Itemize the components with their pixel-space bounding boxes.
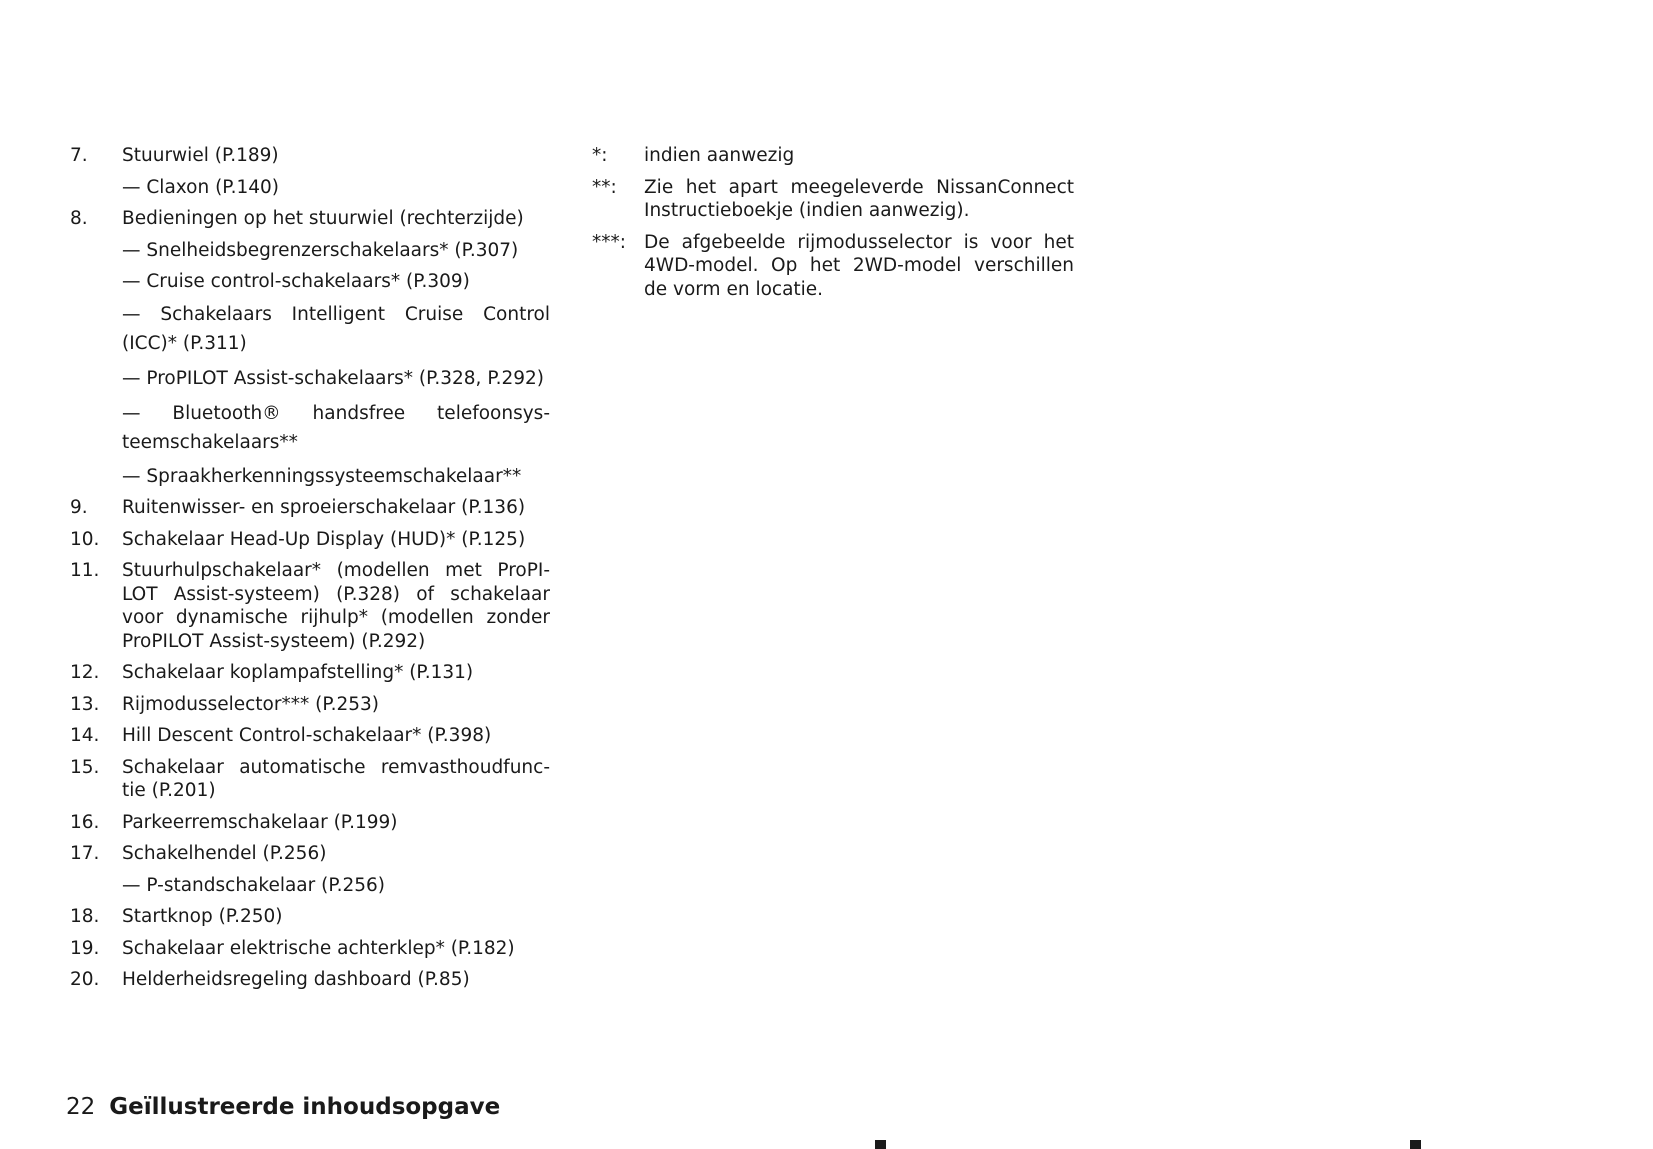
item-number: 12. [70,662,100,683]
item-number: 11. [70,560,100,581]
list-item [70,842,550,866]
list-item [70,496,550,520]
sub-item-text: — Schakelaars Intelligent Cruise Control (ICC)* (P.311) [122,300,550,358]
item-number: 14. [70,725,100,746]
item-number: 8. [70,208,88,229]
footnotes [592,144,1074,309]
sub-item [70,300,550,358]
item-number: 20. [70,969,100,990]
item-text: Schakelhendel (P.256) [122,843,327,864]
sub-item [70,239,550,263]
footnote [592,144,1074,168]
item-text: Bedieningen op het stuurwiel (rechterzijde) [122,208,524,229]
footnote-mark: *: [592,145,608,166]
crop-mark [1410,1140,1421,1149]
list-item [70,905,550,929]
list-item [70,661,550,685]
footnote [592,231,1074,302]
item-text: Schakelaar elektrische achterklep* (P.182) [122,937,515,959]
item-text: Stuurhulpschakelaar* (modellen met ProPI-LOT Assist-systeem) (P.328) of schakelaar voor dynamische rijhulp* (modellen zonder ProPILOT Assist-systeem) (P.292) [122,560,550,652]
item-number: 9. [70,497,88,518]
item-text: Helderheidsregeling dashboard (P.85) [122,969,470,990]
list-item [70,693,550,717]
section-title: Geïllustreerde inhoudsopgave [109,1094,501,1120]
sub-item-text: — Snelheidsbegrenzerschakelaars* (P.307) [122,239,550,263]
list-item [70,528,550,552]
item-text: Schakelaar automatische remvasthoudfunc-tie (P.201) [122,756,550,801]
footnote-mark: ***: [592,231,626,253]
item-text: Startknop (P.250) [122,906,283,927]
sub-item [70,176,550,200]
sub-item [70,399,550,457]
page-footer [66,1094,500,1120]
sub-item [70,874,550,898]
item-text: Hill Descent Control-schakelaar* (P.398) [122,725,492,746]
list-item [70,756,550,803]
page-number: 22 [66,1094,96,1120]
sub-item-text: — Bluetooth® handsfree telefoonsys-teemschakelaars** [122,399,550,457]
sub-item [70,270,550,294]
item-number: 15. [70,756,100,778]
footnote-text: De afgebeelde rijmodusselector is voor het 4WD-model. Op het 2WD-model verschillen de vorm en locatie. [644,231,1074,300]
sub-item-text: — Cruise control-schakelaars* (P.309) [122,270,550,294]
item-number: 18. [70,906,100,927]
item-text: Ruitenwisser- en sproeierschakelaar (P.136) [122,497,526,518]
list-item [70,811,550,835]
item-number: 10. [70,528,100,550]
sub-item-text: — Claxon (P.140) [122,176,550,200]
item-number: 19. [70,937,100,959]
list-item [70,144,550,168]
item-text: Parkeerremschakelaar (P.199) [122,811,398,833]
item-number: 17. [70,843,100,864]
sub-item-text: — Spraakherkenningssysteemschakelaar** [122,465,550,489]
item-number: 16. [70,811,100,833]
list-item [70,207,550,231]
crop-mark [875,1140,886,1149]
sub-item [70,364,550,393]
footnote [592,176,1074,223]
item-text: Stuurwiel (P.189) [122,145,279,166]
item-text: Schakelaar Head-Up Display (HUD)* (P.125) [122,528,526,550]
list-item [70,968,550,992]
item-number: 13. [70,693,100,715]
sub-item-text: — ProPILOT Assist-schakelaars* (P.328, P.292) [122,364,550,393]
footnote-text: indien aanwezig [644,145,795,166]
footnote-mark: **: [592,176,617,198]
item-text: Schakelaar koplampafstelling* (P.131) [122,662,474,683]
item-text: Rijmodusselector*** (P.253) [122,693,380,715]
item-number: 7. [70,145,88,166]
sub-item [70,465,550,489]
sub-item-text: — P-standschakelaar (P.256) [122,874,550,898]
list-item [70,937,550,961]
footnote-text: Zie het apart meegeleverde NissanConnect Instructieboekje (indien aanwezig). [644,176,1074,221]
list-item [70,559,550,653]
list-item [70,724,550,748]
item-list [70,144,550,1000]
